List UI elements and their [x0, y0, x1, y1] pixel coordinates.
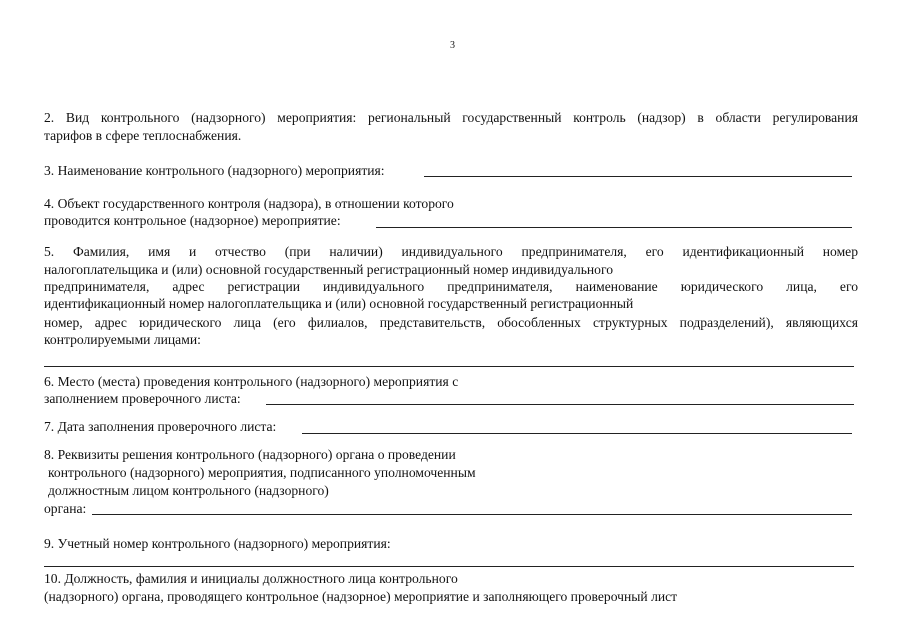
item-5-line-4: идентификационный номер налогоплательщика и (или) основной государственный регистрационный — [44, 296, 634, 311]
item-5-line-3: предпринимателя, адрес регистрации индивидуального предпринимателя, наименование юридического лица, его — [44, 279, 858, 294]
item-8-line-2: контрольного (надзорного) мероприятия, подписанного уполномоченным — [48, 465, 476, 480]
page-number: 3 — [450, 40, 455, 51]
item-8-line-1: 8. Реквизиты решения контрольного (надзорного) органа о проведении — [44, 447, 456, 462]
item-5-line-1: 5. Фамилия, имя и отчество (при наличии) индивидуального предпринимателя, его идентификационный номер — [44, 244, 858, 259]
item-4-line-1: 4. Объект государственного контроля (надзора), в отношении которого — [44, 196, 454, 211]
item-6-line-1: 6. Место (места) проведения контрольного (надзорного) мероприятия с — [44, 374, 459, 389]
item-2-line-2: тарифов в сфере теплоснабжения. — [44, 128, 242, 143]
item-7-label: 7. Дата заполнения проверочного листа: — [44, 419, 277, 434]
item-2-line-1: 2. Вид контрольного (надзорного) мероприятия: региональный государственный контроль (надзор) в области регулирования — [44, 110, 858, 125]
item-10-line-2: (надзорного) органа, проводящего контрольное (надзорное) мероприятие и заполняющего проверочный лист — [44, 589, 678, 604]
item-8-fill-line[interactable] — [92, 514, 852, 515]
item-5-line-6: контролируемыми лицами: — [44, 332, 201, 347]
item-4-line-2: проводится контрольное (надзорное) мероприятие: — [44, 213, 341, 228]
item-3-label: 3. Наименование контрольного (надзорного) мероприятия: — [44, 163, 385, 178]
item-6-line-2: заполнением проверочного листа: — [44, 391, 241, 406]
item-9-label: 9. Учетный номер контрольного (надзорного) мероприятия: — [44, 536, 391, 551]
item-8-line-4: органа: — [44, 501, 87, 516]
item-5-fill-line[interactable] — [44, 366, 854, 367]
item-6-fill-line[interactable] — [266, 404, 854, 405]
item-9-fill-line[interactable] — [44, 566, 854, 567]
item-10-line-1: 10. Должность, фамилия и инициалы должностного лица контрольного — [44, 571, 458, 586]
item-5-line-5: номер, адрес юридического лица (его филиалов, представительств, обособленных структурных подразделений), являющихся — [44, 315, 858, 330]
item-3-fill-line[interactable] — [424, 176, 852, 177]
item-4-fill-line[interactable] — [376, 227, 852, 228]
item-7-fill-line[interactable] — [302, 433, 852, 434]
item-5-line-2: налогоплательщика и (или) основной государственный регистрационный номер индивидуального — [44, 262, 613, 277]
item-8-line-3: должностным лицом контрольного (надзорного) — [48, 483, 329, 498]
